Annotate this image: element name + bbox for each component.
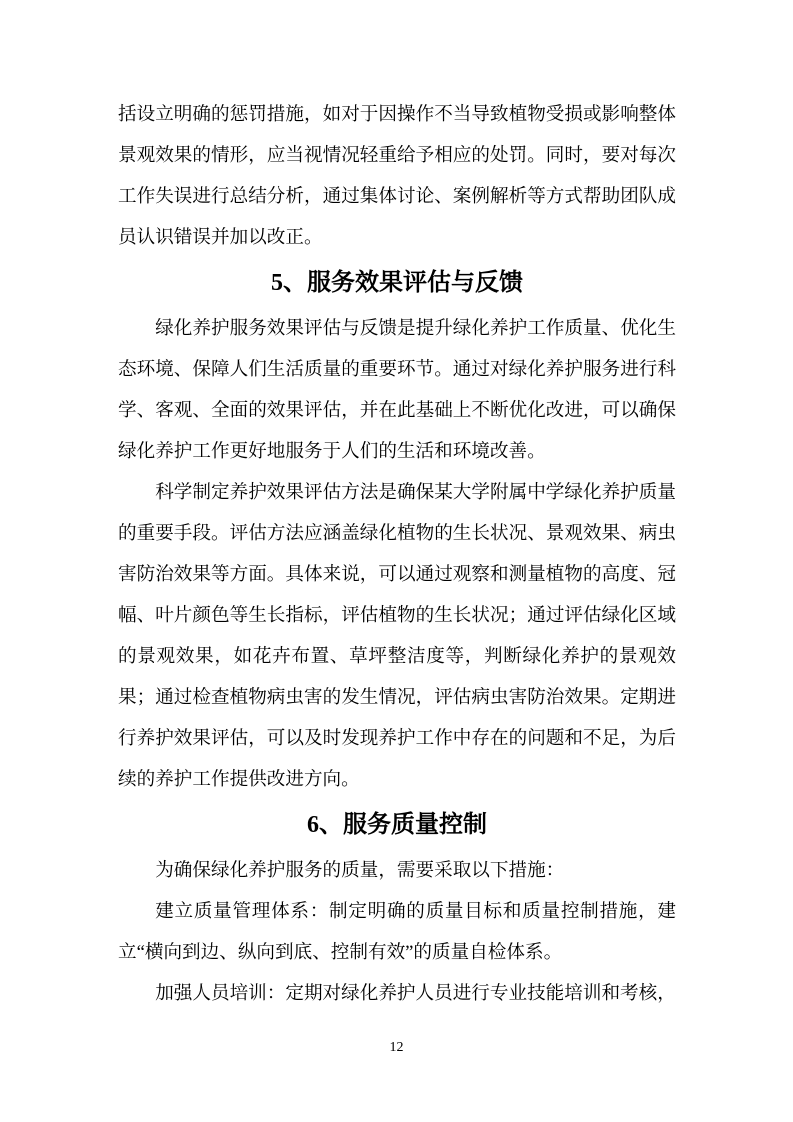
section-5-paragraph-2: 科学制定养护效果评估方法是确保某大学附属中学绿化养护质量的重要手段。评估方法应涵盖绿化植物的生长状况、景观效果、病虫害防治效果等方面。具体来说，可以通过观察和测量植物的高度、冠幅、叶片颜色等生长指标，评估植物的生长状况；通过评估绿化区域的景观效果，如花卉布置、草坪整洁度等，判断绿化养护的景观效果；通过检查植物病虫害的发生情况，评估病虫害防治效果。定期进行养护效果评估，可以及时发现养护工作中存在的问题和不足，为后续的养护工作提供改进方向。 (118, 482, 676, 790)
section-5-heading: 5、服务效果评估与反馈 (271, 270, 523, 296)
page-content (118, 94, 676, 1014)
continuation-paragraph: 括设立明确的惩罚措施，如对于因操作不当导致植物受损或影响整体景观效果的情形，应当视情况轻重给予相应的处罚。同时，要对每次工作失误进行总结分析，通过集体讨论、案例解析等方式帮助团队成员认识错误并加以改正。 (118, 104, 676, 248)
section-6-paragraph-1: 为确保绿化养护服务的质量，需要采取以下措施： (155, 860, 565, 881)
section-6-paragraph-3: 加强人员培训：定期对绿化养护人员进行专业技能培训和考核， (155, 983, 676, 1004)
section-6-heading: 6、服务质量控制 (307, 812, 487, 838)
section-6-paragraph-2: 建立质量管理体系：制定明确的质量目标和质量控制措施，建立“横向到边、纵向到底、控制有效”的质量自检体系。 (118, 901, 676, 963)
section-5-paragraph-1: 绿化养护服务效果评估与反馈是提升绿化养护工作质量、优化生态环境、保障人们生活质量的重要环节。通过对绿化养护服务进行科学、客观、全面的效果评估，并在此基础上不断优化改进，可以确保绿化养护工作更好地服务于人们的生活和环境改善。 (118, 318, 676, 462)
page-number: 12 (389, 1040, 404, 1055)
